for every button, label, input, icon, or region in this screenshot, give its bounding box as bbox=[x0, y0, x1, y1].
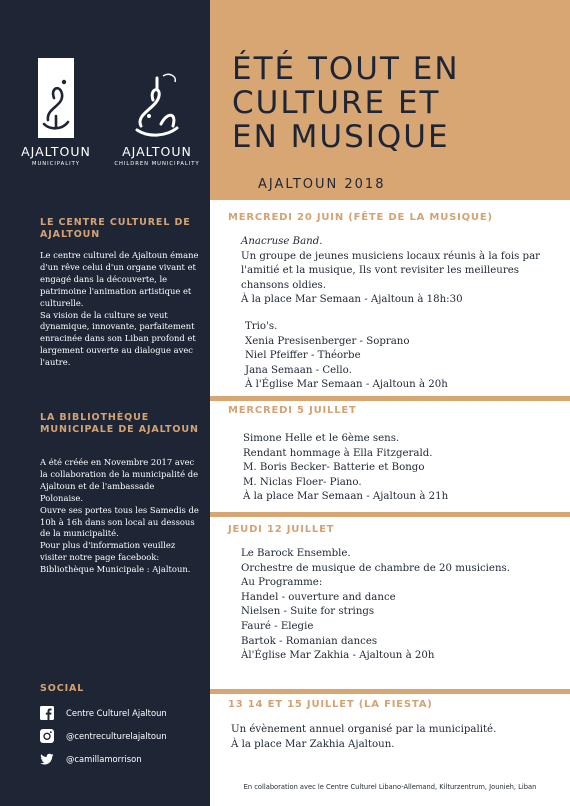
twitter-icon bbox=[40, 752, 54, 766]
event-text: Un évènement annuel organisé par la municipalité. À la place Mar Zakhia Ajaltoun. bbox=[231, 724, 497, 750]
event-date-title: MERCREDI 5 JUILLET bbox=[228, 405, 357, 416]
social-facebook-link[interactable] bbox=[40, 706, 167, 720]
instagram-icon bbox=[40, 729, 54, 743]
centre-culturel-text: Le centre culturel de Ajaltoun émane d'un rêve celui d'un organe vivant et engagé dans la découverte, le patrimoine l'animation artistique et culturelle. Sa vision de la culture se veut dynamique, innovante, parfaitement enracinée dans son Liban profond et largement ouverte au dialogue avec l'autre. bbox=[40, 250, 199, 368]
event-lead: Anacruse Band. bbox=[241, 236, 323, 247]
municipality-logo bbox=[6, 54, 106, 167]
left-sidebar bbox=[0, 0, 210, 806]
event-text: Le Barock Ensemble. Orchestre de musique de chambre de 20 musiciens. Au Programme: Handel - ouverture and dance Nielsen - Suite for strings Fauré - Elegie Bartok - Romanian dances Àl'Église Mar Zakhia - Ajaltoun à 20h bbox=[241, 548, 510, 662]
event-date-title: 13 14 ET 15 JUILLET (LA FIESTA) bbox=[228, 699, 433, 710]
section-divider bbox=[210, 396, 570, 401]
logo-sub: CHILDREN MUNICIPALITY bbox=[114, 161, 200, 167]
municipality-emblem-icon bbox=[6, 54, 106, 138]
social-twitter-link[interactable] bbox=[40, 752, 142, 766]
bibliotheque-title: LA BIBLIOTHÈQUE MUNICIPALE DE AJALTOUN bbox=[40, 412, 199, 435]
social-facebook-label: Centre Culturel Ajaltoun bbox=[66, 708, 167, 718]
section-divider bbox=[210, 512, 570, 517]
event-description bbox=[241, 235, 561, 308]
page-title: ÉTÉ TOUT EN CULTURE ET EN MUSIQUE bbox=[232, 51, 460, 155]
children-municipality-logo bbox=[106, 54, 208, 167]
page-subtitle: AJALTOUN 2018 bbox=[258, 177, 386, 192]
event-text: Trio's. Xenia Presisenberger - Soprano Niel Pfeiffer - Théorbe Jana Semaan - Cello. À l'Église Mar Semaan - Ajaltoun à 20h bbox=[245, 321, 448, 391]
event-description bbox=[245, 320, 565, 393]
children-emblem-icon bbox=[106, 54, 208, 138]
footer-note: En collaboration avec le Centre Culturel Libano-Allemand, Kilturzentrum, Jounieh, Liban bbox=[243, 783, 537, 791]
event-text: Un groupe de jeunes musiciens locaux réunis à la fois par l'amitié et la musique, Ils vont revisiter les meilleures chansons oldies. À la place Mar Semaan - Ajaltoun à 18h:30 bbox=[241, 250, 541, 306]
facebook-icon bbox=[40, 706, 54, 720]
section-divider bbox=[210, 689, 570, 694]
logo-name: AJALTOUN bbox=[21, 144, 91, 159]
header-banner bbox=[210, 0, 570, 200]
social-instagram-label: @centreculturelajaltoun bbox=[66, 731, 167, 741]
centre-culturel-title: LE CENTRE CULTUREL DE AJALTOUN bbox=[40, 217, 191, 240]
social-title: SOCIAL bbox=[40, 683, 85, 694]
event-description bbox=[231, 723, 561, 752]
event-description bbox=[243, 432, 563, 505]
social-twitter-label: @camillamorrison bbox=[66, 754, 142, 764]
event-description bbox=[241, 547, 561, 664]
event-date-title: MERCREDI 20 JUIN (FÊTE DE LA MUSIQUE) bbox=[228, 212, 493, 223]
logo-name: AJALTOUN bbox=[122, 144, 192, 159]
bibliotheque-text: A été créée en Novembre 2017 avec la collaboration de la municipalité de Ajaltoun et de l'ambassade Polonaise. Ouvre ses portes tous les Samedis de 10h à 16h dans son local au dessous de la municipalité. Pour plus d'information veuillez visiter notre page facebook: Bibliothèque Municipale : Ajaltoun. bbox=[40, 457, 199, 575]
logo-sub: MUNICIPALITY bbox=[32, 161, 80, 167]
social-instagram-link[interactable] bbox=[40, 729, 167, 743]
event-text: Simone Helle et le 6ème sens. Rendant hommage à Ella Fitzgerald. M. Boris Becker- Batterie et Bongo M. Niclas Floer- Piano. À la place Mar Semaan - Ajaltoun à 21h bbox=[243, 433, 449, 503]
event-date-title: JEUDI 12 JUILLET bbox=[228, 524, 335, 535]
